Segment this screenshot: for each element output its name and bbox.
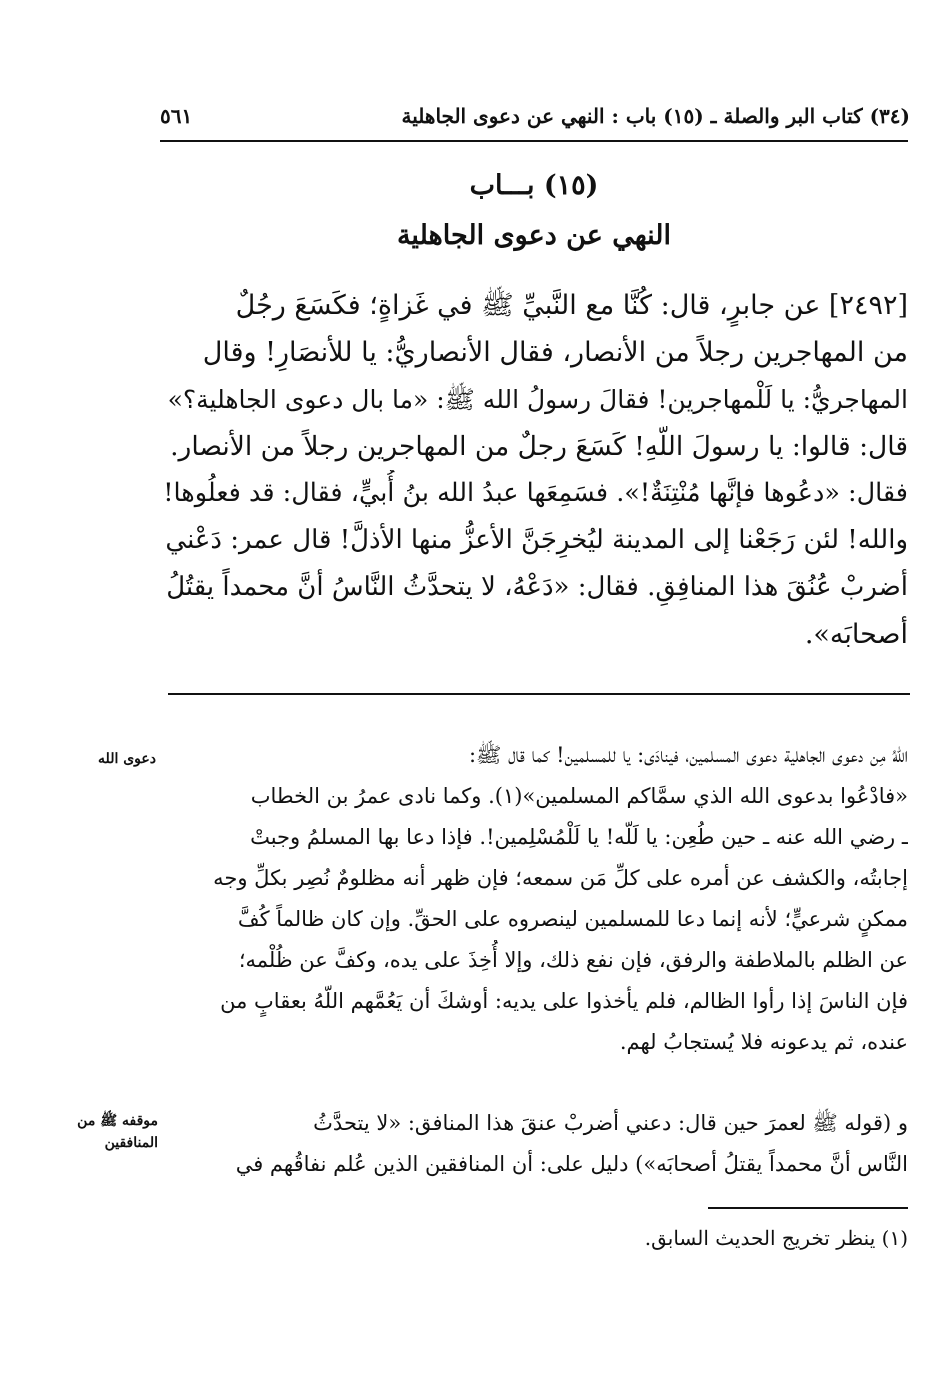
margin-note-text: المنافقين bbox=[104, 1135, 158, 1151]
margin-note-dawa-allah bbox=[46, 748, 156, 770]
section-divider bbox=[168, 693, 910, 695]
commentary-line: ـ رضي الله عنه ـ حين طُعِن: يا لَلّه! يا لَلْمُسْلِمين!. فإذا دعا بها المسلمُ وجبتْ bbox=[250, 825, 908, 849]
commentary-line: فإن الناسَ إذا رأوا الظالم، فلم يأخذوا على يديه: أوشكَ أن يَعُمَّهم اللّهُ بعقابٍ من bbox=[220, 989, 908, 1013]
hadith-line: قال: قالوا: يا رسولَ اللّهِ! كَسَعَ رجلٌ من المهاجرين رجلاً من الأنصار. bbox=[170, 431, 908, 462]
chapter-number: (١٥) بـــاب bbox=[469, 170, 599, 201]
running-title: (٣٤) كتاب البر والصلة ـ (١٥) باب : النهي عن دعوى الجاهلية bbox=[401, 104, 910, 128]
margin-note-munafiqin bbox=[40, 1110, 158, 1154]
commentary-line: اللّهُ مِن دعوى الجاهلية دعوى المسلمين، فينادَى: يا للمسلمين! كما قال ﷺ: bbox=[468, 743, 908, 767]
hadith-line: والله! لئن رَجَعْنا إلى المدينة ليُخرِجَنَّ الأعزُّ منها الأذلَّ! قال عمر: دَعْني bbox=[165, 525, 908, 555]
commentary-text-2 bbox=[160, 1103, 908, 1185]
commentary-line: عن الظلم بالملاطفة والرفق، فإن نفع ذلك، وإلا أُخِذَ على يده، وكفَّ عن ظُلْمه؛ bbox=[238, 948, 908, 972]
hadith-line: من المهاجرين رجلاً من الأنصار، فقال الأنصاريُّ: يا للأنصَارِ! وقال bbox=[202, 337, 908, 368]
header-rule bbox=[160, 140, 908, 142]
hadith-line: أصحابَه». bbox=[804, 619, 908, 650]
commentary-line: ممكنٍ شرعيٍّ؛ لأنه إنما دعا للمسلمين لينصروه على الحقِّ. وإن كان ظالماً كُفَّ bbox=[237, 907, 908, 931]
page-number: ٥٦١ bbox=[160, 104, 193, 128]
margin-note-text: موقفه ﷺ من bbox=[77, 1113, 158, 1129]
commentary-line: إجابتُه، والكشف عن أمره على كلِّ مَن سمعه؛ فإن ظهر أنه مظلومٌ نُصِر بكلِّ وجه bbox=[213, 866, 908, 890]
running-header bbox=[160, 104, 910, 128]
commentary-line: عنده، ثم يدعونه فلا يُستجابُ لهم. bbox=[619, 1030, 908, 1054]
hadith-line: أضربْ عُنُقَ هذا المنافِقِ. فقال: «دَعْهُ، لا يتحدَّثُ النَّاسُ أنَّ محمداً يقتُلُ bbox=[166, 572, 908, 602]
chapter-title: النهي عن دعوى الجاهلية bbox=[396, 220, 672, 251]
commentary-line: و (قوله ﷺ لعمرَ حين قال: دعني أضربْ عنقَ هذا المنافق: «لا يتحدَّثُ bbox=[313, 1111, 908, 1135]
footnote: (١) ينظر تخريج الحديث السابق. bbox=[644, 1226, 908, 1250]
footnote-rule bbox=[708, 1207, 908, 1209]
hadith-line: المهاجريُّ: يا لَلْمهاجرين! فقالَ رسولُ الله ﷺ: «ما بال دعوى الجاهلية؟» bbox=[167, 385, 908, 414]
margin-note-text: دعوى الله bbox=[98, 751, 156, 767]
commentary-text bbox=[160, 735, 908, 1063]
commentary-line: النَّاس أنَّ محمداً يقتلُ أصحابَه») دليل على: أن المنافقين الذين عُلم نفاقُهم في bbox=[235, 1152, 908, 1176]
commentary-line: «فادْعُوا بدعوى الله الذي سمَّاكم المسلمين»(١). وكما نادى عمرُ بن الخطاب bbox=[250, 784, 908, 808]
hadith-line: فقال: «دعُوها فإنَّها مُنْتِنَةٌ!». فسَمِعَها عبدُ الله بنُ أُبيٍّ، فقال: قد فعلُوها! bbox=[163, 478, 908, 508]
hadith-line: [٢٤٩٢] عن جابرٍ، قال: كُنَّا مع النَّبيِّ ﷺ في غَزاةٍ؛ فكَسَعَ رجُلٌ bbox=[235, 290, 908, 321]
hadith-text bbox=[160, 282, 908, 658]
